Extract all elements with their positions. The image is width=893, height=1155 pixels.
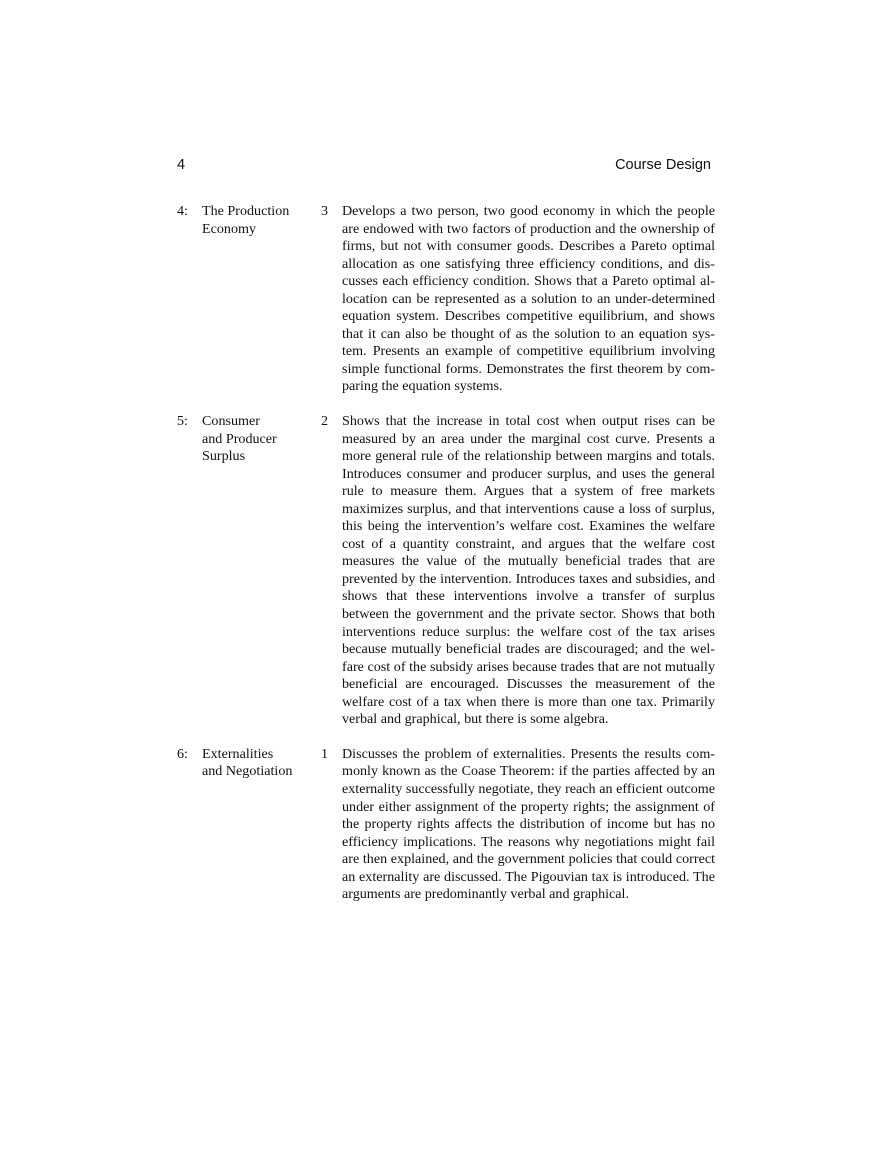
chapter-title (202, 203, 317, 238)
page-header (177, 157, 711, 177)
chapter-table (177, 203, 715, 921)
chapter-title-line: The Production (202, 203, 290, 219)
chapter-row-5 (177, 413, 715, 729)
chapter-description: Shows that the increase in total cost when output rises can be measured by an area under the marginal cost curve. Presents a more general rule of the relationship between margins and totals. Introduces consumer and producer surplus, and uses the general rule to measure them. Argues that a system of free markets maximizes surplus, and that interventions cause a loss of surplus, this being the intervention’s welfare cost. Examines the welfare cost of a quantity constraint, and argues that the welfare cost measures the value of the mutually beneficial trades that are prevented by the intervention. Introduces taxes and subsidies, and shows that these interventions involve a transfer of surplus between the government and the private sector. Shows that both interventions reduce surplus: the welfare cost of the tax arises because mutually beneficial trades are discouraged; and the welfare cost of the subsidy arises because trades that are not mutually beneficial are encouraged. Discusses the measurement of the welfare cost of a tax when there is more than one tax. Primarily verbal and graphical, but there is some algebra. (342, 413, 715, 728)
chapter-title (202, 746, 317, 781)
chapter-title-line: and Negotiation (202, 763, 293, 780)
chapter-title-line: Economy (202, 220, 257, 237)
chapter-row-4 (177, 203, 715, 396)
chapter-title-line: Externalities (202, 745, 274, 762)
chapter-description: Discusses the problem of externalities. Presents the results commonly known as the Coase Theorem: if the parties affected by an externality successfully negotiate, they reach an efficient outcome under either assignment of the property rights; the assignment of the property rights affects the distribution of income but has no efficiency implications. The reasons why negotiations might fail are then explained, and the government policies that could correct an externality are discussed. The Pigouvian tax is introduced. The arguments are predominantly verbal and graphical. (342, 745, 715, 903)
chapter-title-line: Surplus (202, 448, 246, 465)
chapter-title-line: Consumer (202, 413, 260, 430)
chapter-description: Develops a two person, two good economy in which the people are endowed with two factors of production and the ownership of firms, but not with consumer goods. Describes a Pareto optimal allocation as one satisfying three efficiency conditions, and discusses each efficiency condition. Shows that a Pareto optimal allocation can be represented as a solution to an under-determined equation system. Describes competitive equilibrium, and shows that it can also be thought of as the solution to an equation system. Presents an example of competitive equilibrium involving simple functional forms. Demonstrates the first theorem by comparing the equation systems. (342, 203, 715, 395)
chapter-number: 5: (177, 413, 188, 430)
chapter-number: 6: (177, 745, 188, 762)
chapter-weeks: 1 (321, 745, 329, 762)
chapter-weeks: 3 (321, 203, 329, 219)
chapter-row-6 (177, 746, 715, 904)
chapter-title-line: and Producer (202, 430, 277, 447)
chapter-number: 4: (177, 203, 188, 219)
chapter-weeks: 2 (321, 413, 329, 430)
running-title: Course Design (615, 157, 711, 173)
chapter-title (202, 413, 317, 466)
page-number: 4 (177, 157, 186, 173)
